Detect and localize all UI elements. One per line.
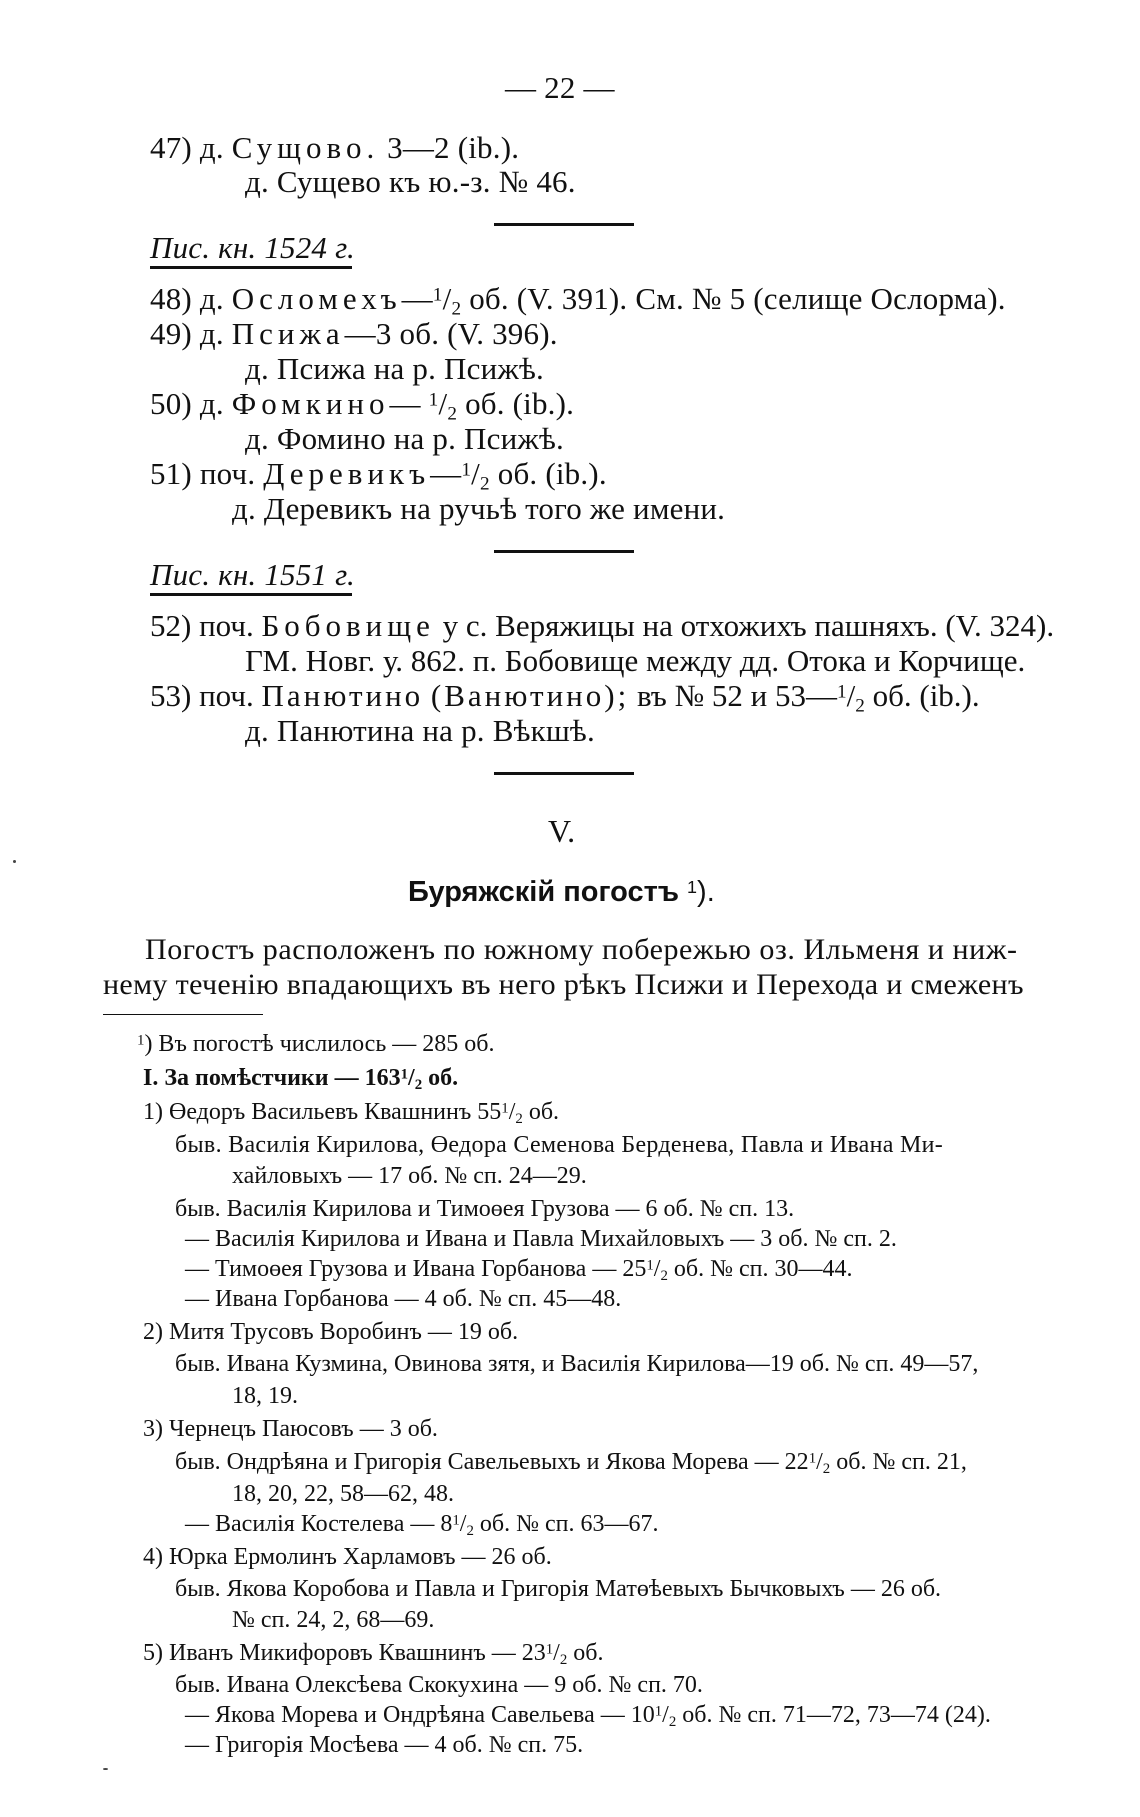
entry-50-note: д. Фомино на р. Псижѣ.	[245, 421, 564, 456]
footnote-intro	[137, 1032, 494, 1056]
entry-48: 48) д. $Осломехъ—^1/_2$ об. (V. 391). См. № 5 (селище Ослорма).	[150, 281, 1006, 320]
fraction-denominator: 2	[414, 1077, 423, 1094]
footnote-heading-text: I. За помѣстчики — 163	[143, 1065, 401, 1091]
footnote-line-12: быв. Ондрѣяна и Григорія Савельевыхъ и Якова Морева — $22^1/_2$ об. № сп. 21,	[175, 1449, 967, 1478]
entry-details: въ № 52 и 53	[636, 678, 806, 713]
entry-47	[150, 132, 519, 163]
chapter-title	[408, 878, 715, 907]
footnote-line-7: — Ивана Горбанова — 4 об. № сп. 45—48.	[185, 1286, 622, 1312]
footnote-heading-unit: об.	[422, 1065, 459, 1091]
chapter-title-text: Буряжскій погостъ	[408, 876, 679, 909]
footnote-line-14: — Василія Костелева — $8^1/_2$ об. № сп. 63—67.	[185, 1511, 659, 1540]
fraction-numerator: 1	[428, 389, 439, 411]
footnote-line-20: — Якова Морева и Ондрѣяна Савельева — $10^1/_2$ об. № сп. 71—72, 73—74 (24).	[185, 1702, 991, 1731]
fraction-denominator: 2	[660, 1268, 668, 1285]
fraction-denominator: 2	[479, 473, 490, 495]
fraction-denominator: 2	[559, 1652, 568, 1669]
entry-details: об. (ib.).	[497, 456, 607, 491]
place-name: Псижа	[231, 316, 345, 351]
fraction-numerator: 1	[432, 284, 443, 306]
footnote-line-4: быв. Василія Кирилова и Тимоөея Грузова — 6 об. № сп. 13.	[175, 1196, 795, 1222]
footnote-line-16: быв. Якова Коробова и Павла и Григорія Матөѣевыхъ Бычковыхъ — 26 об.	[175, 1576, 942, 1602]
footnote-text: 1) Өедоръ Васильевъ Квашнинъ 55	[143, 1099, 502, 1125]
place-name: Панютино	[261, 678, 424, 713]
place-name: Бобовище	[261, 608, 435, 643]
fraction-denominator: 2	[451, 298, 462, 320]
entry-number: 51) поч.	[150, 456, 256, 491]
entry-number: 50) д.	[150, 386, 224, 421]
entry-51-note: д. Деревикъ на ручьѣ того же имени.	[232, 491, 726, 526]
footnote-unit: об. № сп. 63—67.	[473, 1511, 659, 1537]
footnote-line-11: 3) Чернецъ Паюсовъ — 3 об.	[143, 1416, 438, 1442]
entry-49	[150, 318, 558, 349]
footnote-unit: об. № сп. 71—72, 73—74 (24).	[676, 1702, 991, 1728]
fraction-numerator: 1	[654, 1703, 663, 1720]
dash: —	[430, 456, 462, 491]
entry-51: 51) поч. $Деревикъ—^1/_2$ об. (ib.).	[150, 456, 607, 495]
entry-53: 53) поч. Панютино (Ванютино); въ № 52 и $53—^1/_2$ об. (ib.).	[150, 678, 980, 717]
entry-52-note: ГМ. Новг. у. 862. п. Бобовище между дд. Отока и Корчище.	[245, 643, 1026, 678]
section-heading-1524: Пис. кн. 1524 г.	[150, 230, 355, 265]
body-line-2: нему теченію впадающихъ въ него рѣкъ Псижи и Перехода и смеженъ	[103, 968, 1024, 1001]
place-name: Сущово.	[231, 130, 380, 165]
body-line-1: Погостъ расположенъ по южному побережью оз. Ильменя и ниж-	[145, 933, 1018, 966]
footnote-line-18: 5) Иванъ Микифоровъ Квашнинъ — $23^1/_2$ об.	[143, 1640, 604, 1669]
entry-number: 48) д.	[150, 281, 224, 316]
section-underline	[150, 266, 352, 269]
section-heading-1551: Пис. кн. 1551 г.	[150, 557, 355, 592]
footnote-line-9: быв. Ивана Кузмина, Овинова зятя, и Василія Кирилова—19 об. № сп. 49—57,	[175, 1351, 979, 1377]
footnote-text: — Тимоөея Грузова и Ивана Горбанова — 25	[185, 1256, 647, 1282]
entry-number: 53) поч.	[150, 678, 254, 713]
footnote-line-21: — Григорія Мосѣева — 4 об. № сп. 75.	[185, 1732, 584, 1758]
section-divider	[494, 550, 634, 553]
entry-number: 49) д.	[150, 316, 224, 351]
place-name-variant: (Ванютино);	[430, 678, 630, 713]
fraction-numerator: 1	[837, 681, 847, 703]
footnote-unit: об. № сп. 30—44.	[667, 1256, 853, 1282]
entry-details: об. (V. 391). См. № 5 (селище Ослорма).	[469, 281, 1006, 316]
fraction-denominator: 2	[855, 695, 865, 717]
footnote-heading: I. За помѣстчики — $163^1/_2$ об.	[143, 1065, 459, 1094]
dash: —	[806, 678, 837, 713]
entry-details: об. (ib.).	[465, 386, 575, 421]
footnote-line-17: № сп. 24, 2, 68—69.	[232, 1607, 435, 1633]
footnote-text: 5) Иванъ Микифоровъ Квашнинъ — 23	[143, 1640, 546, 1666]
footnote-text: — Якова Морева и Ондрѣяна Савельева — 10	[185, 1702, 655, 1728]
fraction-numerator: 1	[545, 1641, 554, 1658]
footnote-line-8: 2) Митя Трусовъ Воробинъ — 19 об.	[143, 1319, 519, 1345]
footnote-reference: 1	[687, 877, 698, 897]
fraction-denominator: 2	[447, 403, 458, 425]
entry-details-2: об. (ib.).	[872, 678, 980, 713]
footnote-separator	[103, 1014, 263, 1015]
entry-details: у с. Веряжицы на отхожихъ пашняхъ. (V. 324).	[442, 608, 1055, 643]
entry-47-note: д. Сущево къ ю.-з. № 46.	[245, 164, 576, 199]
footnote-line-2: быв. Василія Кирилова, Өедора Семенова Берденева, Павла и Ивана Ми-	[175, 1132, 944, 1158]
fraction-denominator: 2	[466, 1523, 474, 1540]
footnote-unit: об. № сп. 21,	[830, 1449, 967, 1475]
chapter-title-close: ).	[697, 876, 715, 909]
footnote-line-15: 4) Юрка Ермолинъ Харламовъ — 26 об.	[143, 1544, 552, 1570]
place-name: Деревикъ	[263, 456, 431, 491]
entry-53-note: д. Панютина на р. Вѣкшѣ.	[245, 713, 595, 748]
fraction-numerator: 1	[808, 1450, 817, 1467]
footnote-line-13: 18, 20, 22, 58—62, 48.	[232, 1481, 454, 1507]
footnote-line-10: 18, 19.	[232, 1383, 298, 1409]
footnote-unit: об.	[567, 1640, 604, 1666]
fraction-denominator: 2	[668, 1714, 677, 1731]
section-divider	[494, 223, 634, 226]
dash: —	[401, 281, 433, 316]
footnote-line-19: быв. Ивана Олексѣева Скокухина — 9 об. № сп. 70.	[175, 1672, 703, 1698]
entry-52	[150, 610, 1054, 641]
section-underline	[150, 593, 352, 596]
entry-number: 52) поч.	[150, 608, 254, 643]
entry-49-note: д. Псижа на р. Псижѣ.	[245, 351, 544, 386]
page-number: — 22 —	[505, 70, 615, 105]
scan-speck	[13, 860, 16, 863]
footnote-text: — Василія Костелева — 8	[185, 1511, 453, 1537]
place-name: Осломехъ	[231, 281, 402, 316]
footnote-mark: 1	[137, 1032, 145, 1049]
entry-details: 3—2 (ib.).	[387, 130, 520, 165]
footnote-line-5: — Василія Кирилова и Ивана и Павла Михайловыхъ — 3 об. № сп. 2.	[185, 1226, 897, 1252]
entry-details: —3 об. (V. 396).	[344, 316, 558, 351]
fraction-numerator: 1	[400, 1066, 409, 1083]
footnote-line-6: — Тимоөея Грузова и Ивана Горбанова — $25^1/_2$ об. № сп. 30—44.	[185, 1256, 853, 1285]
dash: —	[389, 386, 421, 421]
footnote-line-3: хайловыхъ — 17 об. № сп. 24—29.	[232, 1163, 587, 1189]
chapter-divider	[494, 772, 634, 775]
fraction-numerator: 1	[501, 1100, 509, 1117]
footnote-line-1: 1) Өедоръ Васильевъ Квашнинъ $55^1/_2$ об.	[143, 1099, 560, 1128]
fraction-denominator: 2	[822, 1461, 831, 1478]
footnote-intro-text: ) Въ погостѣ числилось — 285 об.	[144, 1031, 495, 1057]
place-name: Фомкино	[231, 386, 390, 421]
footnote-text: быв. Ондрѣяна и Григорія Савельевыхъ и Якова Морева — 22	[175, 1449, 809, 1475]
fraction-numerator: 1	[461, 459, 472, 481]
fraction-numerator: 1	[646, 1257, 654, 1274]
scan-speck	[103, 1768, 108, 1770]
fraction-numerator: 1	[452, 1512, 460, 1529]
entry-50: 50) д. Фомкино— $^1/_2$ об. (ib.).	[150, 386, 575, 425]
fraction-denominator: 2	[515, 1111, 523, 1128]
chapter-numeral: V.	[548, 813, 576, 849]
entry-number: 47) д.	[150, 130, 224, 165]
footnote-unit: об.	[522, 1099, 560, 1125]
